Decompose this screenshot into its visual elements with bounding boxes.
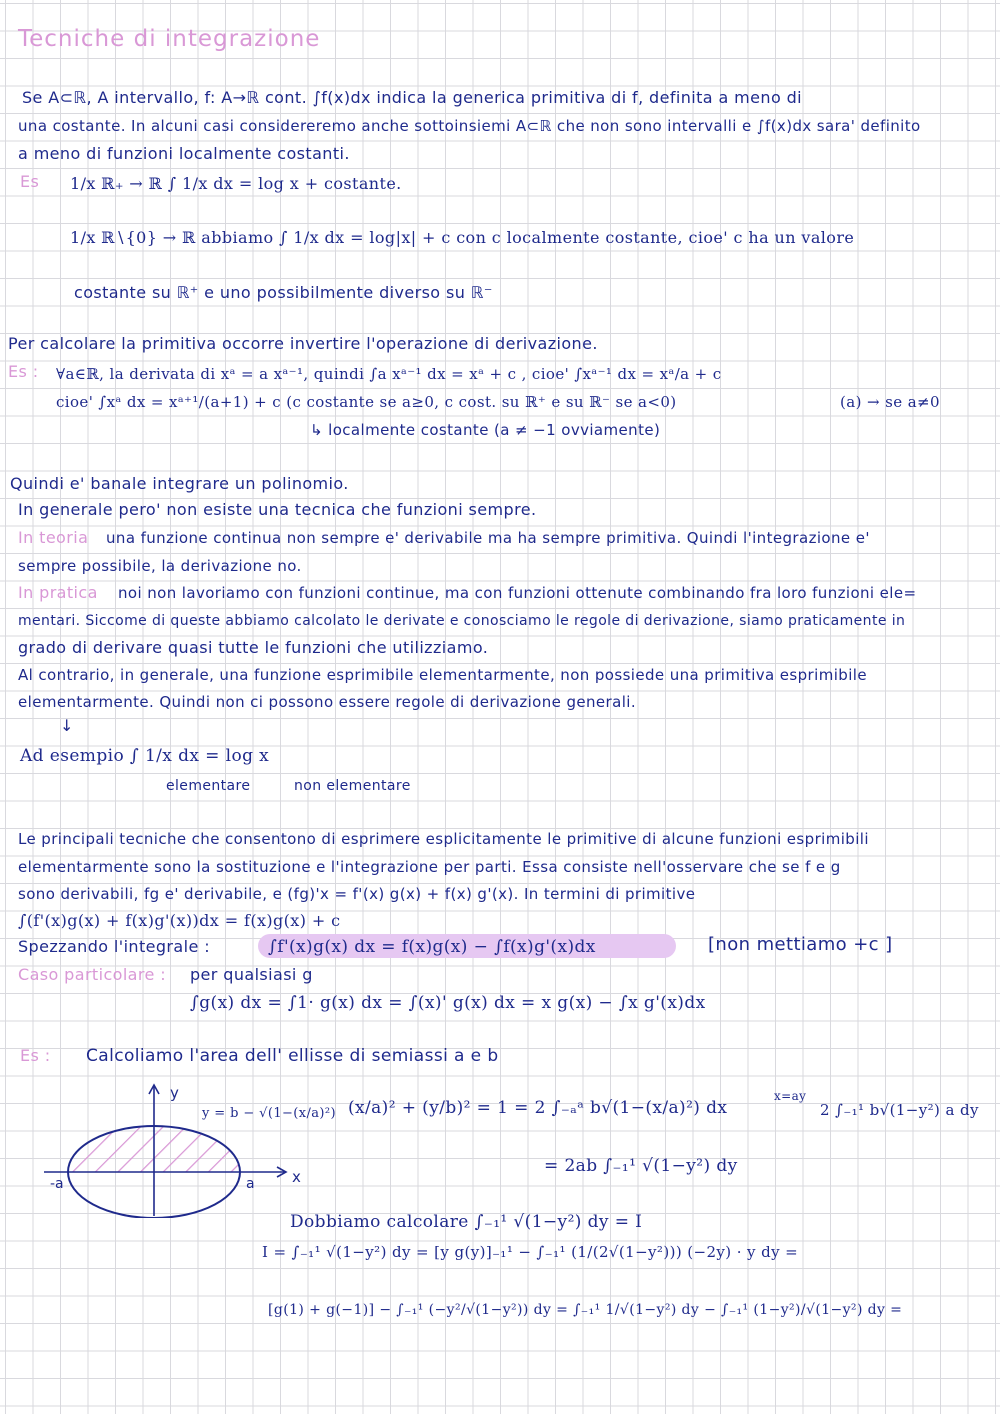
example1-line-2: 1/x ℝ∖{0} → ℝ abbiamo ∫ 1/x dx = log|x| + c con c localmente costante, cioe' c ha un valore bbox=[70, 228, 855, 247]
parts-line-3: sono derivabili, fg e' derivabile, e (fg)'x = f'(x) g(x) + f(x) g'(x). In termini di primitive bbox=[18, 885, 696, 903]
general-line-1: Quindi e' banale integrare un polinomio. bbox=[10, 474, 349, 493]
y-axis-label: y bbox=[170, 1084, 179, 1102]
ellipse-eq-2: = 2ab ∫₋₁¹ √(1−y²) dy bbox=[544, 1156, 738, 1176]
contrary-line-1: Al contrario, in generale, una funzione esprimibile elementarmente, non possiede una primitiva esprimibile bbox=[18, 666, 867, 684]
theory-line-2: sempre possibile, la derivazione no. bbox=[18, 557, 302, 575]
example1-line-1: 1/x ℝ₊ → ℝ ∫ 1/x dx = log x + costante. bbox=[70, 174, 402, 193]
primitive-line-4: ↳ localmente costante (a ≠ −1 ovviamente) bbox=[310, 421, 661, 439]
contrary-line-2: elementarmente. Quindi non ci possono essere regole di derivazione generali. bbox=[18, 693, 637, 711]
split-label: Spezzando l'integrale : bbox=[18, 937, 210, 956]
label-non-elementare: non elementare bbox=[294, 778, 411, 794]
primitive-line-1: Per calcolare la primitiva occorre invertire l'operazione di derivazione. bbox=[8, 334, 598, 353]
curve-label: y = b − √(1−(x/a)²) bbox=[202, 1106, 336, 1121]
ellipse-label: Es : bbox=[20, 1046, 51, 1065]
primitive-line-3: cioe' ∫xᵃ dx = xᵃ⁺¹/(a+1) + c (c costante se a≥0, c cost. su ℝ⁺ e su ℝ⁻ se a<0) bbox=[56, 393, 677, 411]
parts-formula: ∫f'(x)g(x) dx = f(x)g(x) − ∫f(x)g'(x)dx bbox=[268, 937, 596, 957]
primitive-label: Es : bbox=[8, 362, 39, 381]
general-line-2: In generale pero' non esiste una tecnica che funzioni sempre. bbox=[18, 500, 537, 519]
ellipse-eq-3: Dobbiamo calcolare ∫₋₁¹ √(1−y²) dy = I bbox=[290, 1212, 643, 1232]
x-axis-label: x bbox=[292, 1168, 301, 1186]
practice-line-1: noi non lavoriamo con funzioni continue, ma con funzioni ottenute combinando fra loro funzioni ele= bbox=[118, 584, 917, 602]
neg-a-label: -a bbox=[50, 1176, 64, 1192]
ellipse-eq-1: (x/a)² + (y/b)² = 1 = 2 ∫₋ₐᵃ b√(1−(x/a)²) dx bbox=[348, 1098, 728, 1118]
example-label: Es bbox=[20, 172, 40, 191]
primitive-circle-note: (a) → se a≠0 bbox=[840, 393, 940, 411]
parts-line-1: Le principali tecniche che consentono di esprimere esplicitamente le primitive di alcune funzioni esprimibili bbox=[18, 830, 869, 848]
label-elementare: elementare bbox=[166, 778, 251, 794]
practice-line-3: grado di derivare quasi tutte le funzioni che utilizziamo. bbox=[18, 638, 489, 657]
special-formula: ∫g(x) dx = ∫1· g(x) dx = ∫(x)' g(x) dx = x g(x) − ∫x g'(x)dx bbox=[190, 993, 706, 1013]
practice-label: In pratica bbox=[18, 583, 98, 602]
special-label: Caso particolare : bbox=[18, 965, 167, 984]
intro-line-3: a meno di funzioni localmente costanti. bbox=[18, 144, 350, 163]
parts-line-2: elementarmente sono la sostituzione e l'integrazione per parti. Essa consiste nell'osservare che se f e g bbox=[18, 858, 841, 876]
intro-line-1: Se A⊂ℝ, A intervallo, f: A→ℝ cont. ∫f(x)dx indica la generica primitiva di f, definita a meno di bbox=[22, 88, 803, 107]
theory-line-1: una funzione continua non sempre e' derivabile ma ha sempre primitiva. Quindi l'integrazione e' bbox=[106, 529, 870, 547]
example1-line-3: costante su ℝ⁺ e uno possibilmente diverso su ℝ⁻ bbox=[74, 283, 493, 302]
theory-label: In teoria bbox=[18, 528, 89, 547]
ellipse-eq-5: [g(1) + g(−1)] − ∫₋₁¹ (−y²/√(1−y²)) dy = ∫₋₁¹ 1/√(1−y²) dy − ∫₋₁¹ (1−y²)/√(1−y²) dy = bbox=[268, 1302, 903, 1318]
pos-a-label: a bbox=[246, 1176, 255, 1192]
ellipse-eq-1b: 2 ∫₋₁¹ b√(1−y²) a dy bbox=[820, 1101, 979, 1119]
ellipse-figure bbox=[30, 1078, 330, 1218]
substitution-note: x=ay bbox=[774, 1089, 807, 1103]
intro-line-2: una costante. In alcuni casi considereremo anche sottoinsiemi A⊂ℝ che non sono intervalli e ∫f(x)dx sara' definito bbox=[18, 117, 921, 135]
page-title: Tecniche di integrazione bbox=[18, 26, 321, 52]
down-arrow: ↓ bbox=[60, 716, 74, 735]
ellipse-eq-4: I = ∫₋₁¹ √(1−y²) dy = [y g(y)]₋₁¹ − ∫₋₁¹ (1/(2√(1−y²))) (−2y) · y dy = bbox=[262, 1243, 799, 1261]
practice-line-2: mentari. Siccome di queste abbiamo calcolato le derivate e conosciamo le regole di derivazione, siamo praticamente in bbox=[18, 613, 906, 629]
primitive-line-2: ∀a∈ℝ, la derivata di xᵃ = a xᵃ⁻¹, quindi ∫a xᵃ⁻¹ dx = xᵃ + c , cioe' ∫xᵃ⁻¹ dx = xᵃ/a + c bbox=[56, 365, 722, 383]
parts-note: [non mettiamo +c ] bbox=[708, 934, 893, 955]
ellipse-text: Calcoliamo l'area dell' ellisse di semiassi a e b bbox=[86, 1046, 499, 1066]
parts-line-4: ∫(f'(x)g(x) + f(x)g'(x))dx = f(x)g(x) + c bbox=[18, 911, 341, 930]
example-integral: Ad esempio ∫ 1/x dx = log x bbox=[20, 746, 270, 766]
special-text: per qualsiasi g bbox=[190, 965, 313, 984]
